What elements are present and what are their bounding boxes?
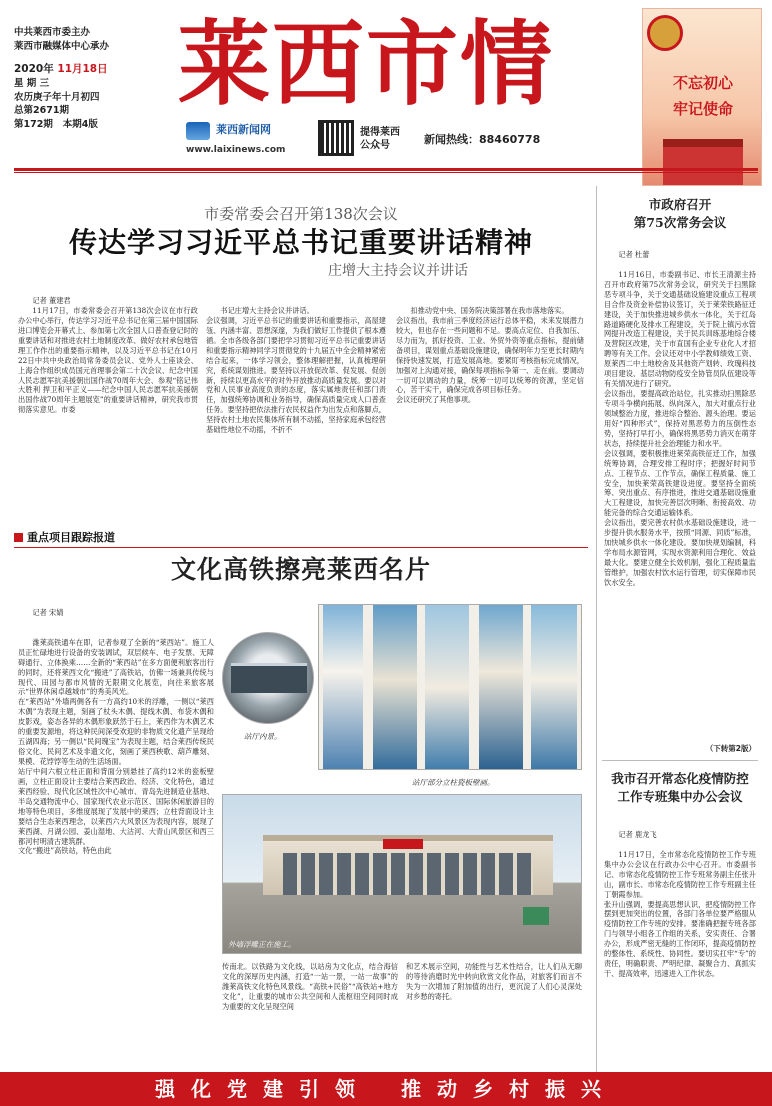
rail-story-2 — [604, 820, 756, 1066]
lead-paragraph: 书记庄增大主持会议并讲话。 会议强调，习近平总书记的重要讲话和重要指示，高屋建瓴、内涵丰富、思想深邃，为我们做好工作提供了根本遵循。全市各级各部门要把学习贯彻习近平总书记重要讲话和重要指示精神同学习贯彻党的十九届五中全会精神紧密结合起来，一体学习领会，整体理解把握，认真梳理研究，系统谋划推进。要坚持以开放促改革、促发展、促创新，持续以更高水平的对外开放推动高质量发展。要以对党和人民事业高度负责的态度，落实属地责任和部门责任，加强统筹协调和业务指导，确保高质量完成人口普查任务。要坚持把依法推行农民权益作为出发点和落脚点，坚持农村土地农民集体所有制不动摇，坚持家庭承包经营基础性地位不动摇，不折不 — [206, 305, 386, 435]
feature-paragraph: 和艺术展示空间，功能性与艺术性结合，让人们从无聊的等待消磨时光中转向欣赏文化作品，对旅客们而言不失为一次增加了附加值的出行，更沉淀了人们心灵深处对乡愁的寄托。 — [406, 962, 582, 1001]
weekday: 星 期 三 — [14, 77, 50, 89]
site-name: 莱西新闻网 — [216, 123, 271, 136]
party-emblem-icon — [647, 15, 683, 51]
masthead-rule — [14, 168, 758, 171]
lunar-date: 农历庚子年十月初四 — [14, 91, 100, 103]
jump-line[interactable]: （下转第2版） — [705, 744, 756, 753]
rail-paragraph: 11月16日，市委副书记、市长王清源主持召开市政府第75次常务会议，研究关于扫黑除恶专项斗争，关于交通基础设施建设重点工程项目合作及资金补偿协议签订，关于莱荣铁路征迁建设，关于加快推进城乡供水一体化，关于红岛路道路硬化及排水工程建设，关于院上镇污水管网提升改造工程建设，关于民兵训练基地综合楼及营院区改建，关于市直国有企业专业化人才招聘等有关工作。会议还对中小学教师绩效工资、原莱西二中土地校舍及其他资产划转、玫瑰科技项目建设、基层动物防疫安全协管员队伍建设等有关情况进行了研究。 会议指出，要提高政治站位，扎实推动扫黑除恶专项斗争横向拓展、纵向深入，加大对重点行业领域整治力度，推进综合整治、源头治理。要运用好“四种形式”，保持对黑恶势力的压倒性态势，坚持打早打小，确保将黑恶势力消灭在萌芽状态，持续提升社会治理能力和水平。 会议强调，要积极推进莱荣高铁征迁工作，加强统筹协调，合理安排工程时序；把握好时间节点、工程节点、工作节点，确保工程质量、施工安全，加快莱荣高铁建设进度。要坚持全面统筹、突出重点、有序推进，推进交通基础设施重大工程建设，加快完善层次明晰、衔接高效、功能完备的综合交通运输体系。 会议指出，要完善农村供水基础设施建设，进一步提升供水服务水平，按照“同源、同质”标准，加快城乡供水一体化建设。要加快规划编制，科学布局水源管网，实现水资源利用合理化、效益最大化。要建立健全长效机制，强化工程质量监管维护，加强农村饮水运行管理，切实保障市民饮水安全。 — [604, 269, 756, 587]
promo-line: 牢记使命 — [672, 100, 733, 118]
rail-byline: 记者 杜蕾 — [618, 249, 650, 259]
feature-headline: 文化高铁擦亮莱西名片 — [170, 555, 431, 584]
square-bullet-icon — [14, 533, 23, 542]
mural-photo — [318, 604, 582, 770]
feature-paragraph: 潍莱高铁通车在即，记者参观了全新的“莱西站”。施工人员正忙碌地进行设备的安装调试，双层候车、电子发票、无障碍通行、立体换乘……全新的“莱西站”在多方面便利旅客出行的同时，还将莱西文化“搬进”了高铁站，仿佛一场兼具传统与现代、田园与都市风情的无限期文化展览，向往来旅客展示“世界休闲卓越城市”的秀美风光。 在“莱西站”外墙两侧各有一方高约10米的浮雕，一侧以“莱西木偶”为表现主题，刻画了杖头木偶、提线木偶、布袋木偶和皮影戏，姿态各异的木偶形象跃然于石上，莱西作为木偶艺术的重要发源地，将这种民间深受欢迎的非物质文化遗产呈现给五湖四海；另一侧以“民间瑰宝”为表现主题，结合莱西传统民俗文化、民间艺术及非遗文化，刻画了莱西秧歌、葫芦雕刻、果模、花饽饽等生动的生活场面。 站厅中间六根立柱正面和背面分别悬挂了高约12米的瓷板壁画，立柱正面设计主要结合莱西政治、经济、文化特色，通过莱西经验、现代化区域性次中心城市、青岛先进制造业基地、半岛交通物流中心、国家现代农业示范区、国际休闲旅游目的地等特色项目，多维度展现了发展中的莱西；立柱背面设计主要结合生态莱西理念，以莱西六大风景区为表现内容，展现了莱西湖、月湖公园、姜山湿地、大沽河、大青山风景区和西三都河村明清古建筑群。 文化“搬进”高铁站，特色由此 — [18, 637, 214, 856]
laixi-news-logo-icon — [186, 122, 210, 140]
qr-caption: 提得莱西 公众号 — [360, 127, 400, 151]
lead-subhead: 庄增大主持会议并讲话 — [328, 263, 468, 279]
total-issue: 总第2671期 — [14, 105, 69, 117]
news-hotline: 新闻热线：88460778 — [424, 133, 541, 146]
photo-caption: 站厅部分立柱瓷板壁画。 — [412, 778, 495, 787]
lead-headline: 传达学习习近平总书记重要讲话精神 — [68, 226, 533, 259]
station-interior-photo — [222, 632, 314, 724]
lead-column-2 — [206, 296, 386, 522]
slogan: 强化党建引领 — [155, 1077, 371, 1101]
photo-caption: 站厅内景。 — [244, 732, 282, 741]
masthead: 莱西市情 — [178, 10, 555, 118]
rail-headline: 市政府召开 第75次常务会议 — [633, 197, 727, 230]
publisher-line: 莱西市融媒体中心承办 — [14, 40, 110, 52]
date-line: 2020年 11月18日 — [14, 62, 108, 75]
lead-paragraph: 扣推动党中央、国务院决策部署在我市落地落实。 会议指出，我市前三季度经济运行总体平稳，未来发展潜力较大，但也存在一些问题和不足。要高点定位、自我加压、尽力而为，抓好投资、工业、外贸外资等重点指标，提前储备项目，谋划重点基础设施建设，确保明年力至更长时期内保持快速发展，打造发展高地。要紧盯考核指标完成情况，加强对上沟通对接，确保每项指标争第一、走在前。要调动一切可以调动的力量，统筹一切可以统筹的资源，坚定信心，苦干实干，确保完成各项目标任务。 会议还研究了其他事项。 — [396, 305, 584, 405]
feature-column-2 — [222, 962, 398, 1066]
issue-info: 第172期 本期4版 — [14, 119, 98, 131]
lead-column-1 — [18, 296, 198, 522]
rail-headline-2: 我市召开常态化疫情防控工作专班集中办公会议 — [611, 771, 749, 804]
rail-paragraph: 11月17日，全市常态化疫情防控工作专班集中办公会议在行政办公中心召开。市委副书记、市常态化疫情防控工作专班常务副主任张升山，副市长、市常态化疫情防控工作专班副主任丁朝霞参加。 张升山强调，要提高思想认识，把疫情防控工作摆到更加突出的位置，各部门各单位要严格服从疫情防控工作专班的安排。要准确把握专班各部门与领导小组各工作组的关系，安实责任、合署办公，形成严密无缝的工作闭环，提高疫情防控的整体性、系统性、协同性。要切实扛牢“专”的责任，明确职责、严明纪律、凝聚合力、真抓实干、提高效率，迅速进入工作状态。 — [604, 849, 756, 979]
column-divider — [596, 186, 597, 1076]
tiananmen-icon — [663, 139, 743, 185]
feature-paragraph: 传南北。以铁路为文化线，以站房为文化点，结合海信文化的深厚历史内涵，打造“一站一景，一站一故事”的潍莱高铁文化特色风景线。“高铁+民俗”“高铁站+地方文化”，让重要的城市公共空间和人流枢纽空间同时成为重要的文化呈现空间 — [222, 962, 398, 1011]
promo-line: 不忘初心 — [672, 74, 733, 92]
masthead-rule — [14, 172, 758, 173]
rail-byline: 记者 鹿龙飞 — [618, 829, 657, 839]
feature-byline: 记者 宋婧 — [32, 607, 64, 617]
rail-divider — [602, 760, 758, 761]
section-banner: 重点项目跟踪报道 — [14, 530, 588, 548]
publisher-line: 中共莱西市委主办 — [14, 27, 91, 38]
qr-code-icon — [318, 120, 354, 156]
lead-kicker: 市委常委会召开第138次会议 — [204, 205, 398, 223]
feature-column-1 — [18, 598, 214, 1066]
footer-slogan-banner — [0, 1072, 772, 1106]
station-exterior-photo — [222, 794, 582, 954]
slogan: 推动乡村振兴 — [401, 1077, 617, 1101]
site-url[interactable]: www.laixinews.com — [186, 145, 286, 155]
header-info — [14, 26, 174, 132]
lead-column-3 — [396, 296, 584, 522]
lead-byline: 记者 董建君 — [32, 296, 71, 305]
lead-paragraph: 11月17日，市委常委会召开第138次会议在市行政办公中心举行，传达学习习近平总书记在第三届中国国际进口博览会开幕式上、参加第七次全国人口普查登记时的重要讲话和对推进农村土地制度改革、做好农村承包地管理工作作出的重要指示精神，以及习近平总书记在10月22日中共中央政治局常务委员会议、党外人士座谈会、上海合作组织成员国元首理事会第二十次会议、纪念中国人民志愿军抗美援朝出国作战70周年大会、参观“铭记伟大胜利 捍卫和平正义——纪念中国人民志愿军抗美援朝出国作战70周年主题展览”的重要讲话精神，研究我市贯彻落实意见。市委 — [18, 305, 198, 415]
promo-banner — [642, 8, 762, 186]
header-contact-row — [182, 120, 632, 160]
photo-caption: 外墙浮雕正在施工。 — [228, 940, 296, 949]
rail-story-1 — [604, 240, 756, 744]
feature-column-3 — [406, 962, 582, 1066]
